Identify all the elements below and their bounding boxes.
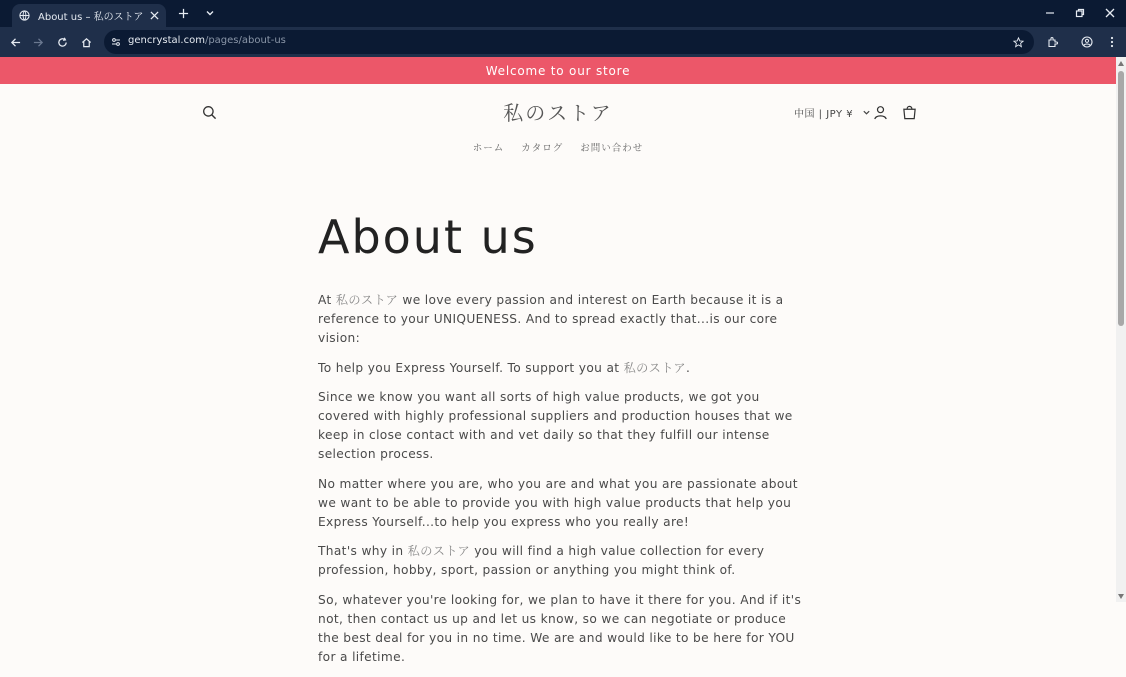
scrollbar-thumb[interactable] bbox=[1118, 71, 1124, 326]
chevron-down-icon bbox=[861, 108, 871, 118]
globe-icon bbox=[18, 10, 30, 22]
cart-icon[interactable] bbox=[900, 103, 918, 121]
address-bar[interactable] bbox=[104, 30, 1034, 54]
brand-name: 私のストア bbox=[407, 544, 470, 558]
bookmark-star-icon[interactable] bbox=[1012, 36, 1024, 48]
minimize-icon[interactable] bbox=[1043, 6, 1057, 20]
site-info-icon[interactable] bbox=[110, 36, 122, 48]
new-tab-icon[interactable] bbox=[176, 6, 190, 20]
paragraph-1: At 私のストア we love every passion and interest on Earth because it is a reference to your UNIQUENESS. And to spread exactly that...is our core vision: bbox=[318, 293, 784, 345]
close-window-icon[interactable] bbox=[1103, 6, 1117, 20]
reload-icon[interactable] bbox=[55, 35, 69, 49]
account-icon[interactable] bbox=[871, 103, 889, 121]
brand-name: 私のストア bbox=[335, 293, 399, 307]
nav-item-contact[interactable]: お問い合わせ bbox=[580, 143, 644, 154]
brand-name: 私のストア bbox=[623, 360, 686, 375]
about-content bbox=[318, 291, 802, 677]
home-icon[interactable] bbox=[79, 35, 93, 49]
forward-arrow-icon[interactable] bbox=[31, 35, 45, 49]
browser-tab[interactable] bbox=[12, 4, 166, 27]
page-scrollbar[interactable] bbox=[1116, 57, 1126, 602]
restore-icon[interactable] bbox=[1073, 6, 1087, 20]
paragraph-6: So, whatever you're looking for, we plan to have it there for you. And if it's not, then contact us up and let us know, so we can negotiate or produce the best deal for you in no time. We are and would like to be here for YOU for a lifetime. bbox=[318, 592, 802, 664]
url-text: gencrystal.com/pages/about-us bbox=[128, 35, 286, 46]
tab-title: About us – 私のストア bbox=[38, 12, 144, 23]
extensions-icon[interactable] bbox=[1046, 35, 1060, 49]
browser-menu-icon[interactable] bbox=[1105, 35, 1119, 49]
browser-tab-bar bbox=[0, 0, 1126, 27]
paragraph-3: Since we know you want all sorts of high value products, we got you covered with highly professional suppliers and production houses that we keep in close contact with and vet daily so that they fulfill our intense selection process. bbox=[318, 390, 793, 461]
site-title[interactable]: 私のストア bbox=[503, 101, 613, 125]
main-navigation bbox=[0, 140, 1116, 154]
back-arrow-icon[interactable] bbox=[8, 35, 22, 49]
scroll-down-arrow-icon[interactable] bbox=[1118, 592, 1124, 600]
tab-search-chevron-icon[interactable] bbox=[203, 6, 217, 20]
page-title: About us bbox=[318, 210, 538, 264]
nav-item-home[interactable]: ホーム bbox=[472, 143, 505, 154]
browser-toolbar bbox=[0, 27, 1126, 57]
profile-icon[interactable] bbox=[1080, 35, 1094, 49]
country-currency-selector[interactable] bbox=[794, 105, 871, 120]
currency-label: 中国 | JPY ¥ bbox=[794, 109, 854, 120]
paragraph-4: No matter where you are, who you are and what you are passionate about we want to be able to provide you with high value products that help you Express Yourself...to help you express who you really are! bbox=[318, 476, 798, 529]
announcement-text: Welcome to our store bbox=[485, 63, 631, 78]
close-tab-icon[interactable] bbox=[148, 10, 160, 22]
paragraph-2: To help you Express Yourself. To support you at 私のストア. bbox=[318, 360, 691, 375]
nav-item-catalog[interactable]: カタログ bbox=[521, 143, 564, 154]
paragraph-5: That's why in 私のストア you will find a high value collection for every profession, hobby, sport, passion or anything you might think of. bbox=[318, 544, 765, 577]
announcement-bar bbox=[0, 57, 1116, 84]
scroll-up-arrow-icon[interactable] bbox=[1118, 59, 1124, 67]
